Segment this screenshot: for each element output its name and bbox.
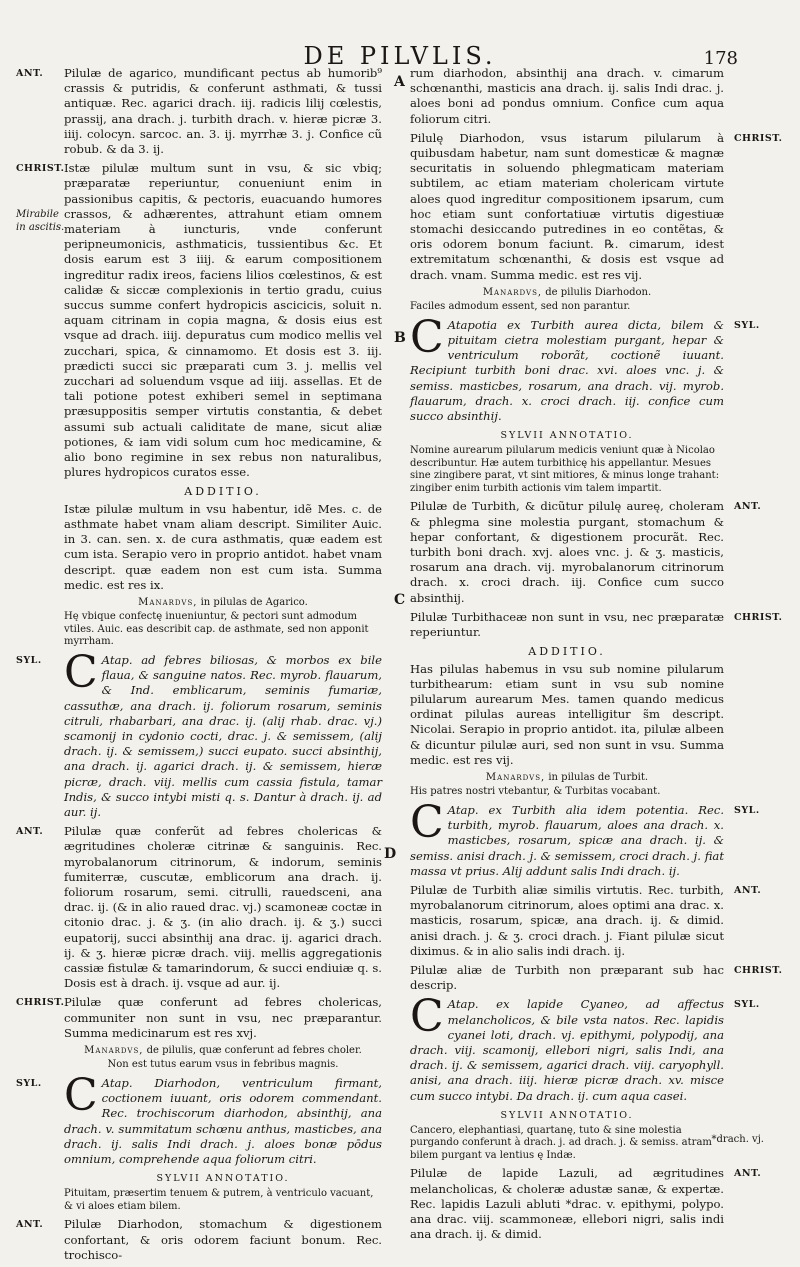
commentary-text: Non est tutus earum vsus in febribus magnis. — [107, 1059, 339, 1071]
margin-label: SYL. — [16, 1077, 42, 1089]
paragraph — [16, 1217, 382, 1263]
margin-label: CHRIST. — [16, 163, 65, 175]
section-letter-c: C — [394, 592, 406, 608]
margin-label: SYL. — [734, 999, 760, 1011]
commentary-text: Hę vbique confectę inueniuntur, & pectori sunt admodum vtiles. Auic. eas describit cap. de asthmate, sed non apponit myrrham. — [64, 611, 369, 648]
paragraph-text: Atap. ex Turbith alia idem potentia. Rec. turbith, myrob. flauarum, aloes ana drach. x. masticbes, rosarum, spicæ ana drach. ij. & semiss. anisi drach. j. & semissem, croci drach. j. fiat massa vt prius. Alij addunt salis Indi drach. ij. — [410, 802, 724, 878]
margin-label: ANT. — [734, 884, 762, 896]
margin-label: SYL. — [16, 654, 42, 666]
margin-label: CHRIST. — [734, 611, 783, 623]
paragraph — [16, 824, 382, 991]
paragraph-text: Pilulæ de Turbith aliæ similis virtutis. Rec. turbith, myrobalanorum citrinorum, aloes optimi ana drac. x. masticis, rosarum, spicæ, ana drach. ij. & dimid. anisi drach. j. & ʒ. croci drach. j. Fiant pilulæ sicut diximus. & in alio salis indi drach. ij. — [410, 882, 724, 958]
section-letter-a: A — [394, 74, 405, 90]
section-heading: SYLVII ANNOTATIO. — [156, 1173, 290, 1185]
marginal-note: Mirabile in ascitis. — [16, 209, 65, 233]
commentator-name: Manardvs, — [485, 771, 546, 783]
margin-label: SYL. — [734, 319, 760, 331]
drop-cap: C — [64, 1069, 98, 1121]
section-heading: SYLVII ANNOTATIO. — [500, 1109, 634, 1121]
paragraph-text: Pilulę Diarhodon, vsus istarum pilularum à quibusdam habetur, nam sunt domesticæ & magnæ securitatis in soluendo phlegmaticam materiam subtilem, ac etiam materiam cholericam virtute aloes quod ingreditur compositionem ipsarum, cum hoc etiam sunt confortatiuæ virtutis digestiuæ stomachi desiccando putredines in eo contẽtas, & oris odorem bonum faciunt. ℞. cimarum, idest extremitatum schœnanthi, & dosis est vsque ad drach. vnam. Summa medic. est res vij. — [410, 130, 724, 282]
paragraph-text: Pilulæ de agarico, mundificant pectus ab humorib⁹ crassis & putridis, & conferunt asthmati, & tussi antiquæ. Rec. agarici drach. iij. radicis lilij cœlestis, prassij, ana drach. j. turbith drach. v. hieræ picræ 3. iiij. colocyn. sarcoc. an. 3. ij. myrrhæ 3. j. Confice cũ robub. & da 3. ij. — [64, 66, 382, 157]
margin-label: ANT. — [16, 68, 44, 79]
margin-label: CHRIST. — [16, 997, 65, 1009]
commentary-heading — [410, 287, 724, 300]
drop-cap: C — [410, 991, 444, 1043]
paragraph-text: Pilulæ de Turbith, & dicũtur pilulę aureę, choleram & phlegma sine molestia purgant, stomachum & hepar confortant, & digestionem procurãt. Rec. turbith boni drach. xvj. aloes vnc. j. & ʒ. masticis, rosarum ana drach. vij. myrobalanorum citrinorum drach. x. croci drach. iij. Confice cum succo absinthij. — [410, 499, 724, 605]
section-letter-b: B — [394, 330, 406, 346]
margin-label: ANT. — [16, 1219, 44, 1231]
paragraph-text: rum diarhodon, absinthij ana drach. v. cimarum schœnanthi, masticis ana drach. ij. salis Indi drac. j. aloes boni ad pondus omnium. Confice cum aqua foliorum citri. — [410, 66, 724, 126]
paragraph — [410, 796, 760, 879]
margin-label: CHRIST. — [734, 132, 783, 144]
commentary-text: Faciles admodum essent, sed non parantur. — [410, 301, 631, 313]
paragraph-text: Atap. ex lapide Cyaneo, ad affectus melancholicos, & bile vsta natos. Rec. lapidis cyanei loti, drach. vj. epithymi, polypodij, ana drach. viij. scamonij, ellebori nigri, salis Indi, ana drach. ij. & semissem, agarici drach. viij. caryophyll. anisi, ana drach. iiij. hieræ picræ drach. xv. misce cum succo intybi. Da drach. ij. cum aqua casei. — [410, 997, 724, 1103]
commentator-name: Manardvs, — [138, 596, 198, 608]
margin-label: SYL. — [734, 804, 760, 816]
commentary-text: His patres nostri vtebantur, & Turbitas vocabant. — [410, 786, 661, 798]
paragraph-text: Pilulæ de lapide Lazuli, ad ægritudines melancholicas, & choleræ adustæ sanæ, & expertæ. Rec. lapidis Lazuli abluti *drac. v. epithymi, polypo. ana drac. viij. scammoneæ, ellebori nigri, salis indi ana drach. ij. & dimid. — [410, 1166, 724, 1242]
paragraph — [410, 499, 762, 605]
drop-cap: C — [64, 646, 98, 698]
commentator-name: Manardvs, — [84, 1044, 144, 1056]
paragraph-text: Istæ pilulæ multum sunt in vsu, & sic vbiq; præparatæ reperiuntur, conueniunt enim in passionibus capitis, & pectoris, euacuando humores crassos, & adhærentes, attrahunt etiam omnem materiam à iuncturis, vnde conferunt peripneumonicis, asthmaticis, tussientibus &c. Et dosis earum est 3 iiij. & earum compositionem ingreditur radix ireos, faciens lilios cœlestinos, & est calidæ & siccæ complexionis in tertio gradu, cuius succus summe confert hydropicis ascicicis, soluit n. aquam citrinam in copia magna, & dosis eius est vsque ad drach. iiij. depuratus cum modico mellis vel zucchari, spica, & cinnamomo. Et dosis est 3. iij. prædicti succi sic præparati cum 3. j. mellis vel zucchari ad soluendum vsque ad iiij. assellas. Et de tali potione potest exhiberi semel in septimana præsuppositis semper virtutis constantia, & debet assumi sub actuali caliditate de mane, sicut aliæ potiones, & iam vidi solum cum hoc medicamine, & alio bono regimine in sex rebus non naturalibus, plures hydropicos curatos esse. — [64, 161, 382, 480]
commentary-title: de pilulis Diarhodon. — [545, 286, 652, 298]
paragraph — [16, 66, 382, 157]
paragraph — [410, 991, 760, 1103]
paragraph — [64, 502, 382, 593]
paragraph-text: Atap. Diarhodon, ventriculum firmant, coctionem iuuant, oris odorem commendant. Rec. trochiscorum diarhodon, absinthij, ana drach. v. summitatum schœnu anthus, masticbes, ana drach. ij. salis Indi drach. j. aloes bonæ pōdus omnium, comprehende aqua foliorum citri. — [64, 1075, 382, 1166]
section-heading: ADDITIO. — [528, 645, 606, 659]
page-number: 178 — [703, 48, 738, 69]
page-title: DE PILVLIS. — [303, 42, 497, 70]
margin-label: ANT. — [734, 501, 762, 513]
paragraph — [16, 995, 382, 1041]
section-heading: SYLVII ANNOTATIO. — [500, 430, 634, 442]
paragraph-text: Istæ pilulæ multum in vsu habentur, idẽ Mes. c. de asthmate habet vnam aliam descript. Similiter Auic. in 3. can. sen. x. de cura asthmatis, quæ eadem est cum ista. Serapio vero in proprio antidot. habet vnam descript. quæ eadem non est cum ista. Summa medic. est res ix. — [64, 501, 382, 592]
paragraph — [410, 962, 783, 993]
paragraph-text: Atapotia ex Turbith aurea dicta, bilem & pituitam cietra molestiam purgant, hepar & ventriculum roborãt, coctionẽ iuuant. Recipiunt turbith boni drac. xvi. aloes vnc. j. & semiss. masticbes, rosarum, ana drach. vij. myrob. flauarum, drach. x. croci drach. iij. confice cum succo absinthij. — [410, 317, 724, 424]
drop-cap: C — [410, 796, 444, 848]
paragraph-text: Has pilulas habemus in vsu sub nomine pilularum turbithearum: etiam sunt in vsu sub nomine pilularum aurearum Mes. tamen quando medicus ordinat pilulas aureas intelligitur s̃m descript. Nicolai. Serapio in proprio antidot. ita, pilulæ albeen & dicuntur pilulæ auri, sed non sunt in vsu. Summa medic. est res vij. — [410, 661, 724, 767]
commentary-heading — [64, 597, 382, 610]
drop-cap: C — [410, 311, 444, 363]
paragraph — [410, 130, 783, 283]
commentary-heading — [64, 1045, 382, 1058]
commentator-name: Manardvs, — [482, 286, 543, 298]
margin-label: ANT. — [16, 826, 44, 838]
paragraph — [410, 1166, 762, 1242]
paragraph — [410, 882, 762, 959]
margin-label: CHRIST. — [734, 964, 783, 976]
section-heading: ADDITIO. — [184, 485, 262, 499]
commentary-title: in pilulas de Agarico. — [200, 596, 308, 608]
margin-label: ANT. — [734, 1168, 762, 1180]
paragraph — [410, 66, 724, 127]
margin-footnote: *drach. vj. — [711, 1134, 764, 1145]
paragraph-text: Pilulæ quæ conferũt ad febres cholericas & ægritudines choleræ citrinæ & sanguinis. Rec. myrobalanorum citrinorum, & indorum, seminis fumiterræ, cuscutæ, emblicorum ana drach. ij. foliorum rosarum, semi. citrulli, rauedsceni, ana drac. ij. (& in alio raued drac. vj.) scamoneæ coctæ in citonio drac. j. & ʒ. (in alio drach. ij. & ʒ.) succi eupatorij, succi absinthij ana drac. ij. agarici drach. ij. & ʒ. hieræ picræ drach. viij. mellis aggregationis cassiæ fistulæ & tamarindorum, & succi endiuiæ q. s. Dosis est à drach. ij. vsque ad aur. ij. — [64, 824, 382, 991]
annotation-text: Nomine aurearum pilularum medicis veniunt quæ à Nicolao describuntur. Hæ autem turbithicę his appellantur. Mesues sine zingibere parat, vt sint mitiores, & minus longe trahant: zingiber enim turbith actionis vim talem impartit. — [410, 445, 720, 494]
annotation-text: Cancero, elephantiasi, quartanę, tuto & sine molestia purgando conferunt à drach. j. ad drach. j. & semiss. atram bilem purgant va lentius ę Indæ. — [410, 1124, 712, 1161]
commentary-title: de pilulis, quæ conferunt ad febres choler. — [146, 1044, 362, 1056]
annotation-text: Pituitam, præsertim tenuem & putrem, à ventriculo vacuant, & vi aloes etiam bilem. — [64, 1188, 374, 1212]
paragraph — [410, 609, 783, 640]
paragraph-text: Pilulæ Turbithaceæ non sunt in vsu, nec præparatæ reperiuntur. — [410, 609, 724, 640]
paragraph — [410, 662, 724, 768]
paragraph-text: Pilulæ Diarhodon, stomachum & digestionem confortant, & oris odorem faciunt bonum. Rec. trochisco- — [64, 1217, 382, 1262]
paragraph — [410, 311, 760, 424]
paragraph — [16, 1069, 382, 1167]
commentary-heading — [410, 772, 724, 785]
right-column — [410, 66, 783, 1247]
paragraph-text: Pilulæ aliæ de Turbith non præparant sub hac descrip. — [410, 962, 724, 993]
paragraph-text: Atap. ad febres biliosas, & morbos ex bile flaua, & sanguine natos. Rec. myrob. flauarum, & Ind. emblicarum, seminis fumariæ, cassuthæ, ana drach. ij. foliorum rosarum, seminis citruli, rhabarbari, ana drac. ij. (alij rhab. drac. vj.) scamonij in cydonio cocti, drac. j. & semissem, (alij drach. ij. & semissem,) succi eupato. succi absinthij, ana drach. ij. agarici drach. ij. & semissem, hieræ picræ, drach. viij. mellis cum cassia fistula, tamar Indis, & succo intybi misti q. s. Dantur à drach. ij. ad aur. ij. — [64, 652, 382, 819]
commentary-title: in pilulas de Turbit. — [548, 771, 649, 783]
section-letter-d: D — [384, 846, 397, 862]
paragraph-text: Pilulæ quæ conferunt ad febres cholericas, communiter non sunt in vsu, nec præparantur. Summa medicinarum est res xvj. — [64, 995, 382, 1040]
paragraph — [16, 646, 382, 820]
